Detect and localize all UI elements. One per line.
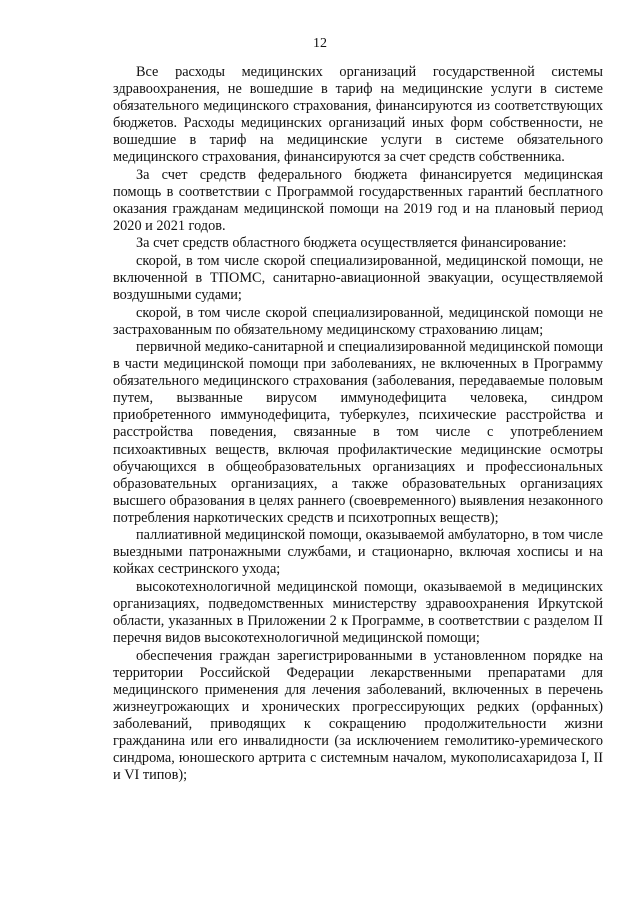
paragraph-federal-budget: За счет средств федерального бюджета финансируется медицинская помощь в соответствии с Программой государственных гарантий бесплатного оказания гражданам медицинской помощи на 2019 год и на плановый период 2020 и 2021 годов. [113, 166, 603, 234]
page-number: 12 [313, 36, 327, 51]
list-item-palliative: паллиативной медицинской помощи, оказываемой амбулаторно, в том числе выездными патронажными службами, и стационарно, включая хосписы и на койках сестринского ухода; [113, 527, 603, 578]
paragraph-expenses: Все расходы медицинских организаций государственной системы здравоохранения, не вошедшие в тариф на медицинские услуги в системе обязательного медицинского страхования, финансируются из соответствующих бюджетов. Расходы медицинских организаций иных форм собственности, не вошедшие в тариф на медицинские услуги в системе обязательного медицинского страхования, финансируются за счет средств собственника. [113, 64, 603, 166]
list-item-emergency-uninsured: скорой, в том числе скорой специализированной, медицинской помощи не застрахованным по обязательному медицинскому страхованию лицам; [113, 304, 603, 338]
paragraph-regional-budget: За счет средств областного бюджета осуществляется финансирование: [136, 235, 567, 252]
list-item-orphan-drugs: обеспечения граждан зарегистрированными в установленном порядке на территории Российской Федерации лекарственными препаратами для медицинского применения для лечения заболеваний, включенных в перечень жизнеугрожающих и хронических прогрессирующих редких (орфанных) заболеваний, приводящих к сокращению продолжительности жизни гражданина или его инвалидности (за исключением гемолитико-уремического синдрома, юношеского артрита с системным началом, мукополисахаридоза I, II и VI типов); [113, 647, 603, 783]
list-item-primary-specialized: первичной медико-санитарной и специализированной медицинской помощи в части медицинской помощи при заболеваниях, не включенных в Программу обязательного медицинского страхования (заболевания, передаваемые половым путем, вызванные вирусом иммунодефицита человека, синдром приобретенного иммунодефицита, туберкулез, психические расстройства и расстройства поведения, связанные в том числе с употреблением психоактивных веществ, включая профилактические медицинские осмотры обучающихся в общеобразовательных организациях и профессиональных образовательных организациях, а также образовательных организациях высшего образования в целях раннего (своевременного) выявления незаконного потребления наркотических средств и психотропных веществ); [113, 339, 603, 526]
list-item-high-tech: высокотехнологичной медицинской помощи, оказываемой в медицинских организациях, подведомственных министерству здравоохранения Иркутской области, указанных в Приложении 2 к Программе, в соответствии с разделом II перечня видов высокотехнологичной медицинской помощи; [113, 578, 603, 647]
document-body [113, 64, 603, 784]
list-item-emergency-aviation: скорой, в том числе скорой специализированной, медицинской помощи, не включенной в ТПОМС, санитарно-авиационной эвакуации, осуществляемой воздушными судами; [113, 253, 603, 304]
